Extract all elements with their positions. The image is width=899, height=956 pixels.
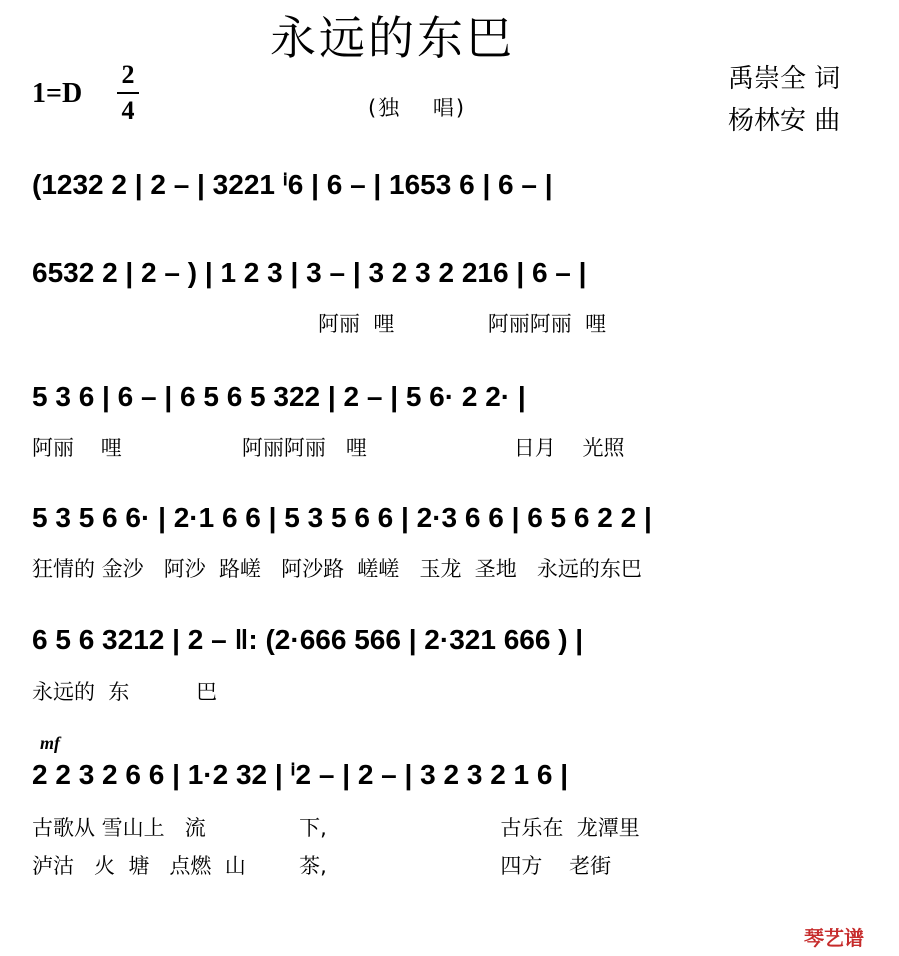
performance-note: (独 唱) — [368, 96, 467, 120]
notation-row-3: 5 3 6 | 6 – | 6 5 6 5 322 | 2 – | 5 6· 2 2· | — [32, 381, 526, 412]
composer-credit: 杨林安 曲 — [728, 106, 841, 136]
time-signature-bottom: 4 — [121, 96, 135, 125]
notation-row-1: (1232 2 | 2 – | 3221 ⁱ6 | 6 – | 1653 6 | 6 – | — [32, 169, 553, 200]
lyric-row-5: 永远的 东 巴 — [32, 680, 218, 704]
lyric-row-2: 阿丽 哩 阿丽阿丽 哩 — [318, 312, 607, 336]
notation-row-5: 6 5 6 3212 | 2 – ‖: (2·666 566 | 2·321 666 ) | — [32, 624, 584, 655]
lyric-row-6-verse-2: 泸沽 火 塘 点燃 山 茶, 四方 老街 — [32, 854, 612, 878]
key-signature: 1=D — [32, 78, 83, 109]
lyricist-credit: 禹崇全 词 — [728, 64, 841, 94]
watermark-logo: 琴艺谱 — [804, 926, 864, 950]
dynamic-marking: mf — [40, 733, 60, 753]
song-title: 永远的东巴 — [270, 11, 515, 65]
lyric-row-3: 阿丽 哩 阿丽阿丽 哩 日月 光照 — [32, 436, 625, 460]
notation-row-2: 6532 2 | 2 – ) | 1 2 3 | 3 – | 3 2 3 2 216 | 6 – | — [32, 257, 587, 288]
lyric-row-4: 狂情的 金沙 阿沙 路嵯 阿沙路 嵯嵯 玉龙 圣地 永远的东巴 — [32, 557, 642, 581]
lyric-row-6-verse-1: 古歌从 雪山上 流 下, 古乐在 龙潭里 — [32, 816, 640, 840]
notation-row-4: 5 3 5 6 6· | 2·1 6 6 | 5 3 5 6 6 | 2·3 6 6 | 6 5 6 2 2 | — [32, 502, 652, 533]
notation-row-6: 2 2 3 2 6 6 | 1·2 32 | ⁱ2 – | 2 – | 3 2 3 2 1 6 | — [32, 759, 569, 790]
time-signature-top: 2 — [121, 60, 135, 89]
time-signature — [117, 60, 139, 126]
